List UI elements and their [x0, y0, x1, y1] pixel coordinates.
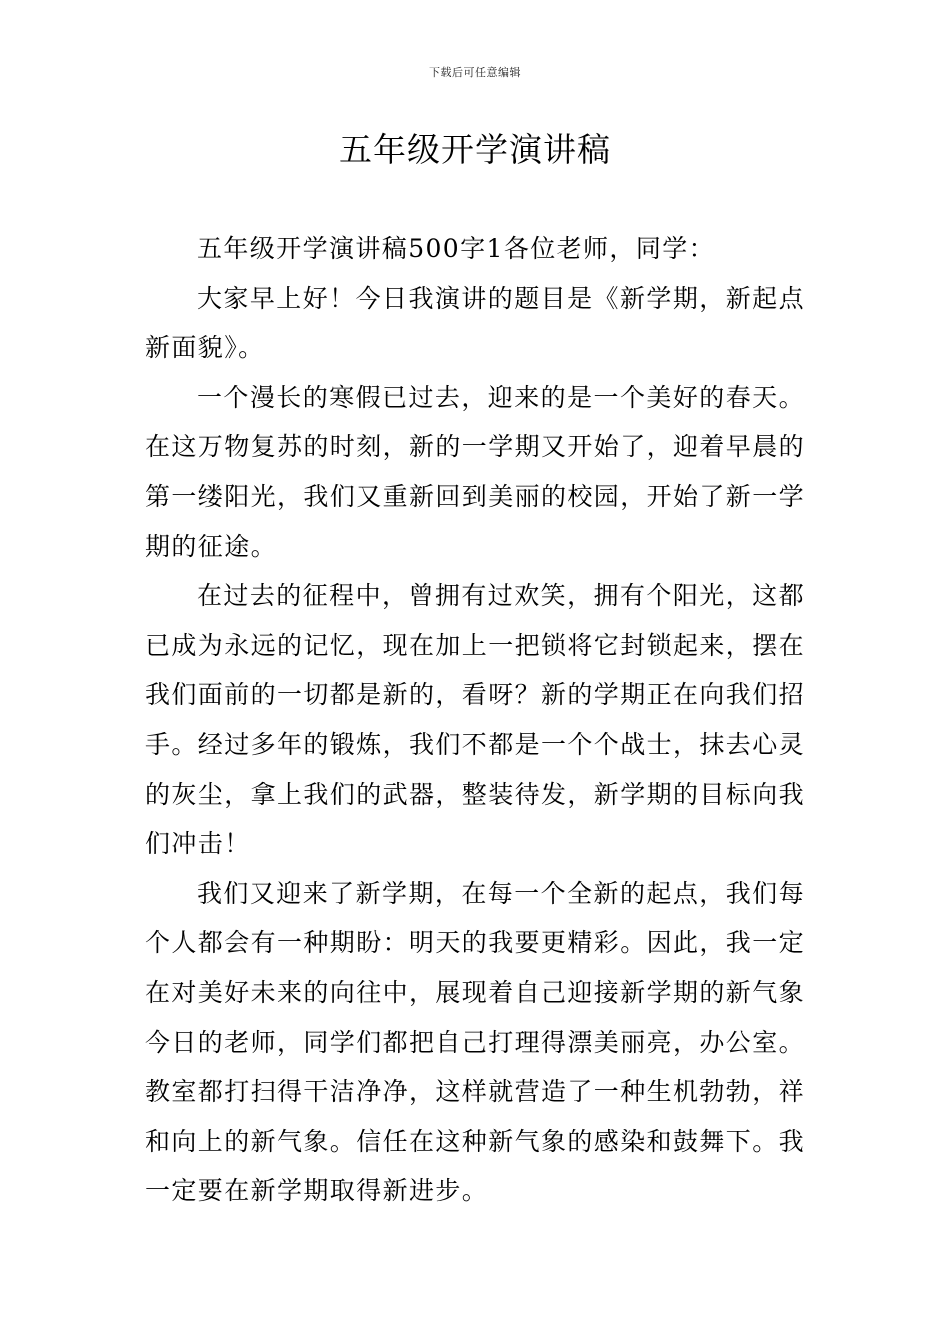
paragraph: 在过去的征程中，曾拥有过欢笑，拥有个阳光，这都已成为永远的记忆，现在加上一把锁将它封锁起来，摆在我们面前的一切都是新的，看呀？新的学期正在向我们招手。经过多年的锻炼，我们不都是一个个战士，抹去心灵的灰尘，拿上我们的武器，整装待发，新学期的目标向我们冲击！ — [145, 581, 806, 859]
paragraph: 一个漫长的寒假已过去，迎来的是一个美好的春天。在这万物复苏的时刻，新的一学期又开始了，迎着早晨的第一缕阳光，我们又重新回到美丽的校园，开始了新一学期的征途。 — [145, 382, 806, 561]
document-body — [145, 224, 805, 1216]
paragraph: 大家早上好！今日我演讲的题目是《新学期，新起点新面貌》。 — [145, 283, 805, 363]
paragraph: 我们又迎来了新学期，在每一个全新的起点，我们每个人都会有一种期盼：明天的我要更精彩。因此，我一定在对美好未来的向往中，展现着自己迎接新学期的新气象今日的老师，同学们都把自己打理得漂美丽亮，办公室。教室都打扫得干洁净净，这样就营造了一种生机勃勃，祥和向上的新气象。信任在这种新气象的感染和鼓舞下。我一定要在新学期取得新进步。 — [145, 878, 806, 1206]
paragraph: 五年级开学演讲稿500字1各位老师，同学： — [197, 234, 716, 263]
document-title: 五年级开学演讲稿 — [339, 130, 611, 169]
page-header-note: 下载后可任意编辑 — [429, 66, 521, 79]
